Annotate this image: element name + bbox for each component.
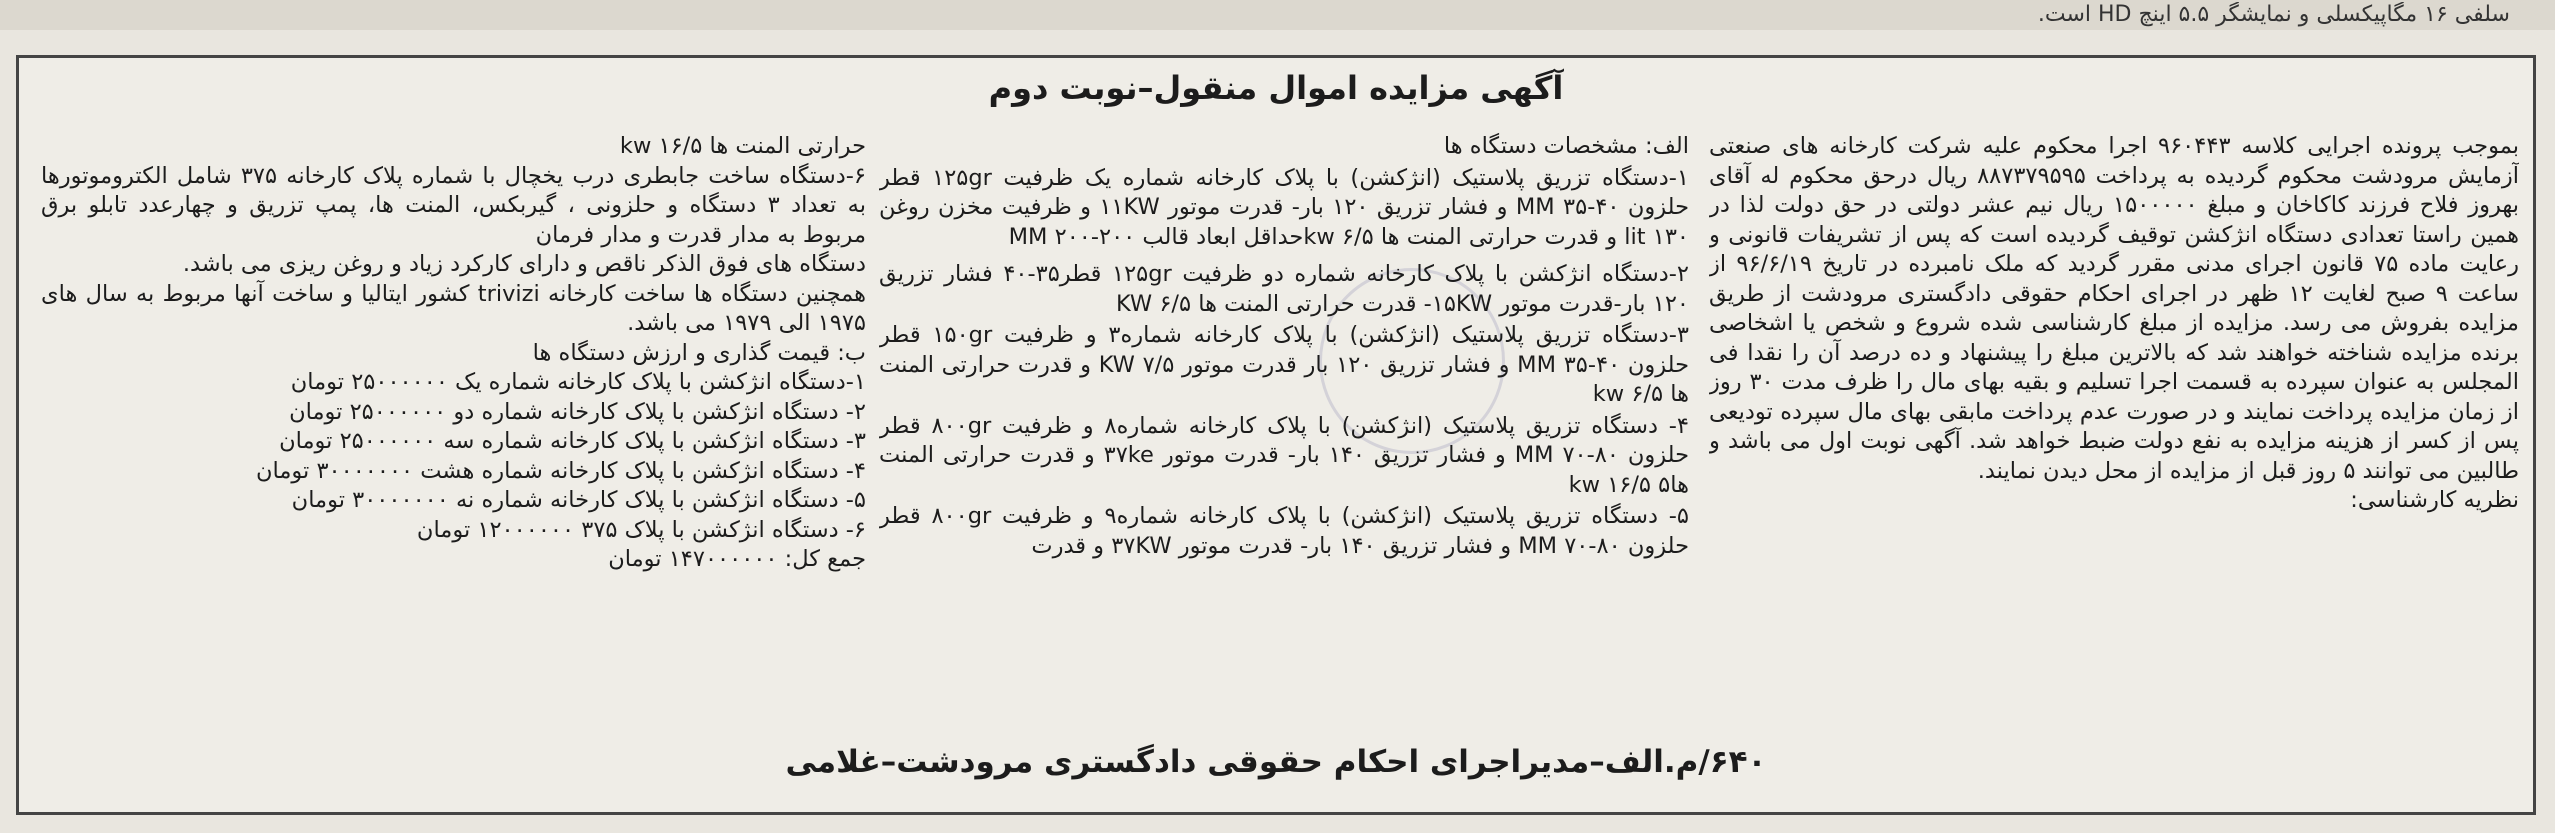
expert-opinion-label: نظریه کارشناسی: <box>2350 487 2519 513</box>
price-item-6: ۶- دستگاه انژکشن با پلاک ۳۷۵ ۱۲۰۰۰۰۰۰ تومان <box>416 516 866 543</box>
prices-heading: ب: قیمت گذاری و ارزش دستگاه ها <box>532 339 866 366</box>
spec-item-6: ۶-دستگاه ساخت جابطری درب یخچال با شماره پلاک کارخانه ۳۷۵ شامل الکتروموتورها به تعداد ۳ دستگاه و حلزونی ، گیربکس، المنت ها، پمپ تزریق و چهارعدد تابلو برق مربوط به مدار قدرت و مدار فرمان <box>41 162 866 248</box>
spec-item-5: ۵- دستگاه تزریق پلاستیک (انژکشن) با پلاک کارخانه شماره۹ و ظرفیت ۸۰۰gr قطر حلزون ۸۰-۷۰ MM و فشار تزریق ۱۴۰ بار- قدرت موتور ۳۷KW و قدرت <box>879 503 1689 559</box>
previous-article-strip <box>0 0 2555 30</box>
origin-note: همچنین دستگاه ها ساخت کارخانه trivizi کشور ایتالیا و ساخت آنها مربوط به سال های ۱۹۷۵ الی ۱۹۷۹ می باشد. <box>41 280 866 336</box>
auction-notice <box>16 55 2536 815</box>
price-item-1: ۱-دستگاه انژکشن با پلاک کارخانه شماره یک ۲۵۰۰۰۰۰۰ تومان <box>290 369 866 395</box>
spec-item-1: ۱-دستگاه تزریق پلاستیک (انژکشن) با پلاک کارخانه شماره یک ظرفیت ۱۲۵gr قطر حلزون ۴۰-۳۵ MM و فشار تزریق ۱۲۰ بار- قدرت موتور ۱۱KW و ظرفیت مخزن روغن ۱۳۰ lit و قدرت حرارتی المنت ها ۶/۵ kwحداقل ابعاد قالب ۲۰۰-۲۰۰ MM <box>879 164 1689 250</box>
spec-item-5-continued: حرارتی المنت ها ۱۶/۵ kw <box>619 133 866 159</box>
notice-signature: ۶۴۰/م.الف–مدیراجرای احکام حقوقی دادگستری مرودشت–غلامی <box>785 744 1767 780</box>
spec-item-4: ۴- دستگاه تزریق پلاستیک (انژکشن) با پلاک کارخانه شماره۸ و ظرفیت ۸۰۰gr قطر حلزون ۸۰-۷۰ MM و فشار تزریق ۱۴۰ بار- قدرت موتور ۳۷ke و قدرت حرارتی المنت ها۵ kw ۱۶/۵ <box>879 412 1689 498</box>
notice-middle-column <box>879 132 1689 732</box>
price-item-3: ۳- دستگاه انژکشن با پلاک کارخانه شماره سه ۲۵۰۰۰۰۰۰ تومان <box>279 428 866 454</box>
price-total: جمع کل: ۱۴۷۰۰۰۰۰۰ تومان <box>608 546 866 572</box>
spec-item-2: ۲-دستگاه انژکشن با پلاک کارخانه شماره دو ظرفیت ۱۲۵gr قطر۳۵-۴۰ فشار تزریق ۱۲۰ بار-قدرت موتور ۱۵KW- قدرت حرارتی المنت ها ۶/۵ KW <box>879 261 1689 317</box>
condition-note: دستگاه های فوق الذکر ناقص و دارای کارکرد زیاد و روغن ریزی می باشد. <box>182 251 866 277</box>
notice-body-text: بموجب پرونده اجرایی کلاسه ۹۶۰۴۴۳ اجرا محکوم علیه شرکت کارخانه های صنعتی آزمایش مرودشت محکوم گردیده به پرداخت ۸۸۷۳۷۹۵۹۵ ریال درحق محکوم له آقای بهروز فلاح فرزند کاکاخان و مبلغ ۱۵۰۰۰۰۰ ریال نیم عشر دولتی در حق دولت لذا در همین راستا تعدادی دستگاه انژکشن توقیف گردیده است که پس از تشریفات قانونی و رعایت ماده ۷۵ قانون اجرای مدنی مقرر گردید که ملک نامبرده در تاریخ ۹۶/۶/۱۹ از ساعت ۹ صبح لغایت ۱۲ ظهر در اجرای احکام حقوقی دادگستری مرودشت از طریق مزایده بفروش می رسد. مزایده از مبلغ کارشناسی شده شروع و شخص یا اشخاصی برنده مزایده شناخته خواهند شد که بالاترین مبلغ را پیشنهاد و ده درصد آن را نقدا فی المجلس به عنوان سپرده به قسمت اجرا تسلیم و بقیه بهای مال را ظرف مدت ۳۰ روز از زمان مزایده پرداخت نمایند و در صورت عدم پرداخت مابقی بهای مال سپرده تودیعی پس از کسر از هزینه مزایده به نفع دولت ضبط خواهد شد. آگهی نوبت اول می باشد و طالبین می توانند ۵ روز قبل از مزایده از محل دیدن نمایند. <box>1709 133 2519 484</box>
notice-right-column <box>1709 132 2519 732</box>
price-item-2: ۲- دستگاه انژکشن با پلاک کارخانه شماره دو ۲۵۰۰۰۰۰۰ تومان <box>289 398 866 425</box>
notice-left-column <box>41 132 866 732</box>
previous-article-text: سلفی ۱۶ مگاپیکسلی و نمایشگر ۵.۵ اینچ HD است. <box>2037 2 2510 27</box>
price-item-4: ۴- دستگاه انژکشن با پلاک کارخانه شماره هشت ۳۰۰۰۰۰۰۰ تومان <box>255 457 866 484</box>
spec-item-3: ۳-دستگاه تزریق پلاستیک (انژکشن) با پلاک کارخانه شماره۳ و ظرفیت ۱۵۰gr قطر حلزون ۴۰-۳۵ MM و فشار تزریق ۱۲۰ بار قدرت موتور ۷/۵ KW و قدرت حرارتی المنت ها ۶/۵ kw <box>879 322 1689 407</box>
price-item-5: ۵- دستگاه انژکشن با پلاک کارخانه شماره نه ۳۰۰۰۰۰۰۰ تومان <box>291 487 866 513</box>
notice-title: آگهی مزایده اموال منقول–نوبت دوم <box>988 69 1564 107</box>
specs-heading: الف: مشخصات دستگاه ها <box>1443 133 1689 159</box>
